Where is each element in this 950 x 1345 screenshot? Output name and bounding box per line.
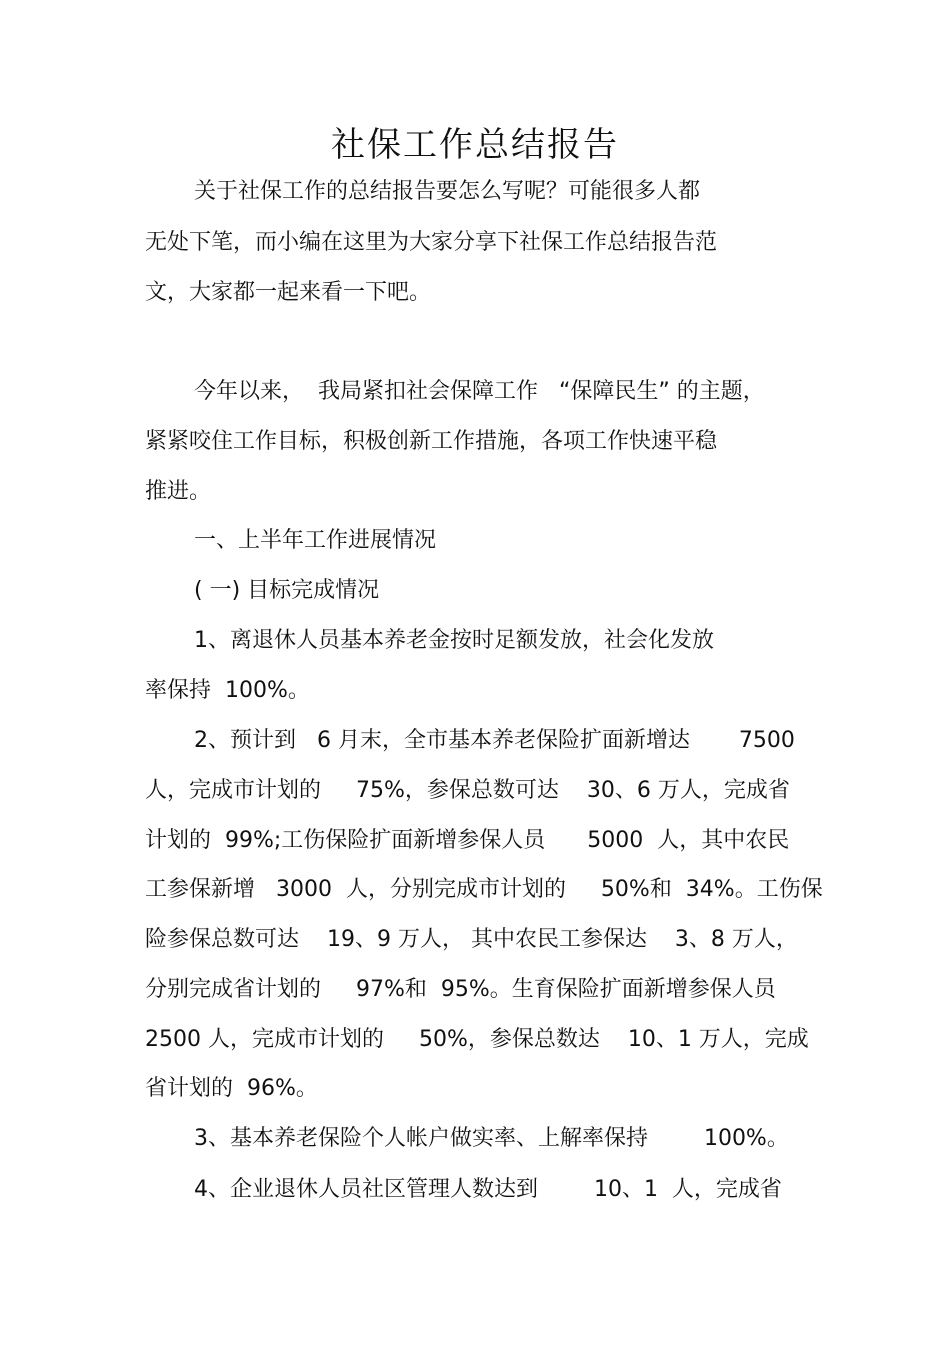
item2-line-3: 计划的 99%;工伤保险扩面新增参保人员 5000 人，其中农民	[145, 828, 790, 853]
item1-line-1: 1、离退休人员基本养老金按时足额发放，社会化发放	[194, 628, 714, 653]
intro-line-1: 关于社保工作的总结报告要怎么写呢？可能很多人都	[194, 179, 701, 204]
intro-line-3: 文，大家都一起来看一下吧。	[145, 280, 432, 305]
item2-line-6: 分别完成省计划的 97%和 95%。生育保险扩面新增参保人员	[145, 977, 776, 1002]
subsection-heading: ( 一) 目标完成情况	[194, 578, 380, 603]
section-heading: 一、上半年工作进展情况	[194, 528, 437, 553]
item1-line-2: 率保持 100%。	[145, 678, 310, 703]
item4-line: 4、企业退休人员社区管理人数达到 10、1 人，完成省	[194, 1177, 782, 1202]
item3-line: 3、基本养老保险个人帐户做实率、上解率保持 100%。	[194, 1126, 789, 1151]
para1-line-2: 紧紧咬住工作目标，积极创新工作措施，各项工作快速平稳	[145, 429, 718, 454]
item2-line-8: 省计划的 96%。	[145, 1076, 318, 1101]
item2-line-4: 工参保新增 3000 人，分别完成市计划的 50%和 34%。工伤保	[145, 877, 823, 902]
item2-line-5: 险参保总数可达 19、9 万人， 其中农民工参保达 3、8 万人，	[145, 927, 798, 952]
item2-line-1: 2、预计到 6 月末，全市基本养老保险扩面新增达 7500	[194, 728, 795, 753]
item2-line-2: 人，完成市计划的 75%，参保总数可达 30、6 万人，完成省	[145, 778, 790, 803]
para1-line-3: 推进。	[145, 479, 212, 504]
item2-line-7: 2500 人，完成市计划的 50%，参保总数达 10、1 万人，完成	[145, 1027, 809, 1052]
intro-line-2: 无处下笔，而小编在这里为大家分享下社保工作总结报告范	[145, 230, 718, 255]
document-title: 社保工作总结报告	[331, 125, 619, 165]
para1-line-1: 今年以来， 我局紧扣社会保障工作 “保障民生” 的主题，	[194, 379, 765, 404]
